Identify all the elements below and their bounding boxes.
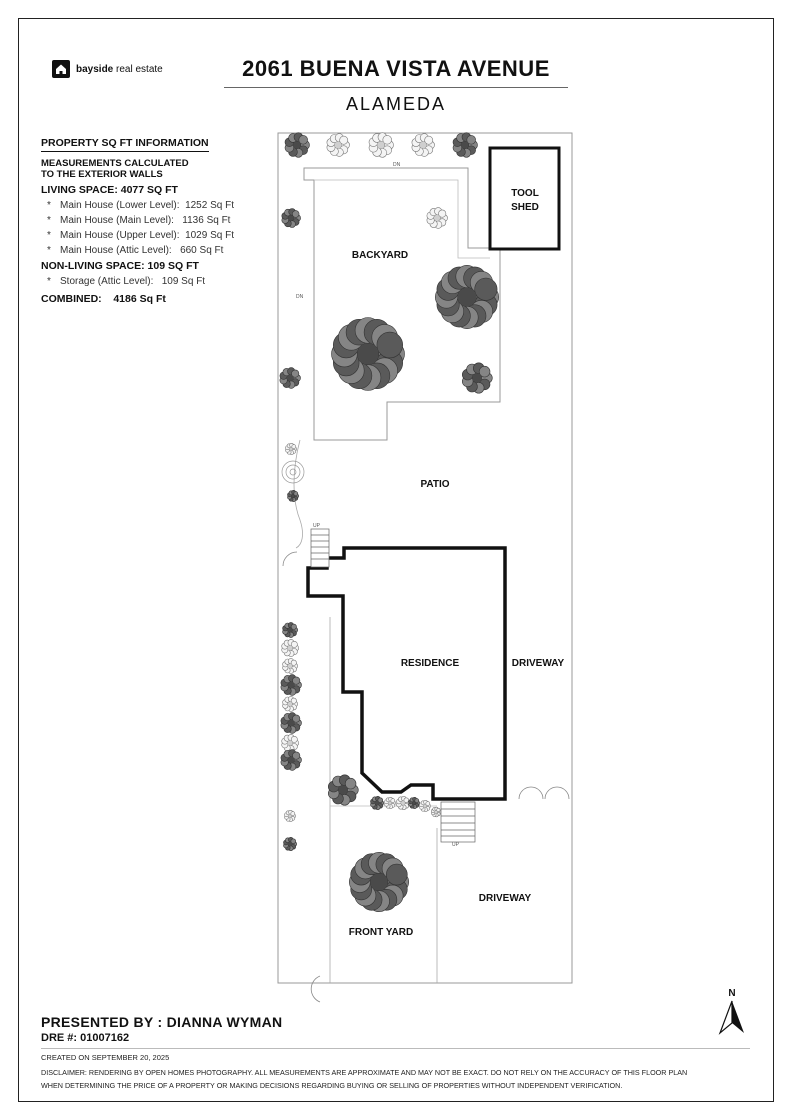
shrub-icon xyxy=(371,796,384,809)
shrub-icon xyxy=(281,750,302,771)
shrub-icon xyxy=(284,837,297,850)
shrub-icon xyxy=(412,134,435,157)
footer-divider xyxy=(41,1048,750,1049)
side-gate xyxy=(283,552,297,566)
living-item: * Main House (Upper Level): 1029 Sq Ft xyxy=(47,230,234,241)
shrub-icon xyxy=(328,775,358,805)
sqft-info-title: PROPERTY SQ FT INFORMATION xyxy=(41,137,209,152)
shrub-icon xyxy=(281,675,302,696)
combined-total: COMBINED: 4186 Sq Ft xyxy=(41,293,166,305)
shrub-icon xyxy=(286,443,297,454)
dn-tag: DN xyxy=(393,162,401,168)
north-arrow-icon: N xyxy=(716,988,748,1040)
shrub-icon xyxy=(369,133,394,158)
living-item: * Main House (Main Level): 1136 Sq Ft xyxy=(47,215,231,226)
shrub-icon xyxy=(409,797,420,808)
tree-icon xyxy=(349,852,408,911)
shrub-icon xyxy=(431,807,440,817)
label-residence: RESIDENCE xyxy=(400,658,460,669)
shrub-icon xyxy=(285,810,296,821)
living-space-heading: LIVING SPACE: 4077 SQ FT xyxy=(41,184,178,196)
dre-number: DRE #: 01007162 xyxy=(41,1032,130,1044)
shrub-icon xyxy=(462,363,492,393)
shrub-icon xyxy=(283,696,298,711)
back-stairs xyxy=(311,529,329,567)
label-tool-shed: TOOL SHED xyxy=(511,188,539,213)
living-item: * Main House (Attic Level): 660 Sq Ft xyxy=(47,245,224,256)
shrub-icon xyxy=(285,133,310,158)
label-patio: PATIO xyxy=(420,479,450,490)
dn-tag: DN xyxy=(296,294,304,300)
shrub-icon xyxy=(282,209,301,228)
shrub-icon xyxy=(282,734,299,751)
nonliving-space-heading: NON-LIVING SPACE: 109 SQ FT xyxy=(41,260,199,272)
shrub-icon xyxy=(288,490,299,501)
shrub-icon xyxy=(280,368,301,389)
shrub-icon xyxy=(283,658,298,673)
residence xyxy=(308,548,505,799)
shrub-icon xyxy=(283,622,298,637)
front-gate xyxy=(311,976,320,1002)
tree-icon xyxy=(332,318,405,391)
shrub-icon xyxy=(281,713,302,734)
backyard-inner-edge xyxy=(314,180,490,258)
shrub-icon xyxy=(327,134,350,157)
created-date: CREATED ON SEPTEMBER 20, 2025 xyxy=(41,1053,170,1062)
property-address: 2061 BUENA VISTA AVENUE xyxy=(242,56,550,81)
up-tag: UP xyxy=(313,523,320,529)
shrub-icon xyxy=(427,208,448,229)
shrub-icon xyxy=(385,797,396,808)
tree-icon xyxy=(435,265,498,328)
measurement-note: MEASUREMENTS CALCULATED TO THE EXTERIOR WALLS xyxy=(41,158,189,180)
label-driveway-upper: DRIVEWAY xyxy=(511,658,565,669)
brand-name: bayside real estate xyxy=(76,63,163,75)
label-front-yard: FRONT YARD xyxy=(348,927,414,938)
shrub-icon xyxy=(282,639,299,656)
shrub-icon xyxy=(453,133,478,158)
shrub-icon xyxy=(397,796,410,809)
label-backyard: BACKYARD xyxy=(351,250,409,261)
living-item: * Main House (Lower Level): 1252 Sq Ft xyxy=(47,200,234,211)
label-driveway-lower: DRIVEWAY xyxy=(478,893,532,904)
nonliving-item: * Storage (Attic Level): 109 Sq Ft xyxy=(47,276,206,287)
disclaimer: DISCLAIMER: RENDERING BY OPEN HOMES PHOTOGRAPHY. ALL MEASUREMENTS ARE APPROXIMATE AND MAY NOT BE EXACT. DO NOT RELY ON THE ACCURACY OF THIS FLOOR PLAN WHEN DETERMINING THE PRICE OF A PROPERTY OR MAKING DECISIONS REGARDING BUYING OR SELLING OF PROPERTIES WITHOUT INDEPENDENT VERIFICATION. xyxy=(41,1068,688,1090)
property-city: ALAMEDA xyxy=(345,94,447,114)
shrub-icon xyxy=(420,800,431,811)
garden-ornament xyxy=(282,461,304,483)
driveway-gate xyxy=(519,787,569,799)
presented-by: PRESENTED BY : DIANNA WYMAN xyxy=(41,1014,283,1030)
front-stairs xyxy=(441,802,475,842)
up-tag: UP xyxy=(452,842,459,848)
